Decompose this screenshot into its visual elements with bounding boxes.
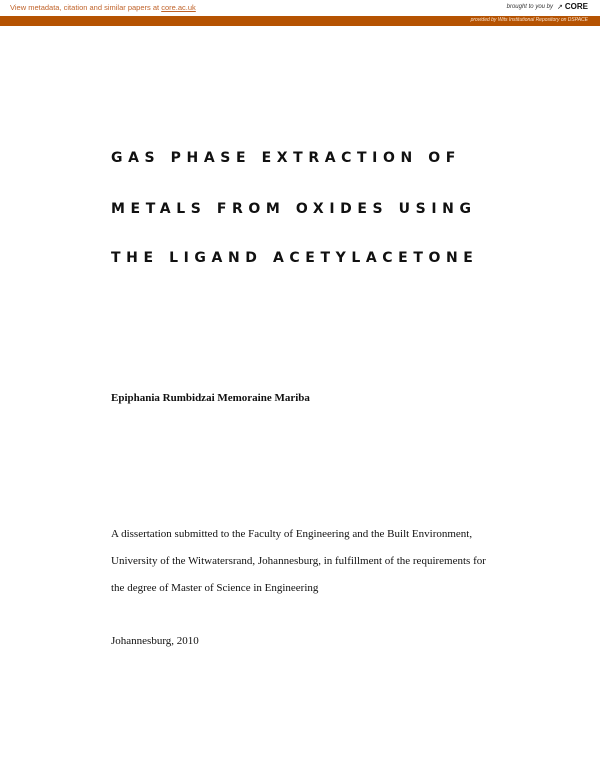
metadata-notice [10,3,196,12]
core-metadata-bar [0,0,600,16]
core-logo-word: CORE [564,2,588,11]
title-line-3: THE LIGAND ACETYLACETONE [111,250,479,266]
core-link[interactable]: core.ac.uk [161,3,196,12]
repository-banner [0,16,600,26]
brought-by-text: brought to you by [506,3,553,10]
submission-line-1: A dissertation submitted to the Faculty of Engineering and the Built Environment, [111,528,473,540]
brought-by-notice [507,2,588,11]
submission-line-3: the degree of Master of Science in Engineering [111,582,319,594]
core-logo[interactable] [557,2,588,11]
place-and-date: Johannesburg, 2010 [111,635,199,647]
author-name: Epiphania Rumbidzai Memoraine Mariba [111,392,310,404]
metadata-notice-text: View metadata, citation and similar papers at [10,3,162,12]
provided-by-text: provided by Wits Institutional Repository on DSPACE [470,17,588,23]
title-line-1: GAS PHASE EXTRACTION OF [111,150,461,166]
core-logo-icon: ↗ [557,3,563,11]
title-line-2: METALS FROM OXIDES USING [111,201,477,217]
submission-line-2: University of the Witwatersrand, Johannesburg, in fulfillment of the requirements for [111,555,486,567]
